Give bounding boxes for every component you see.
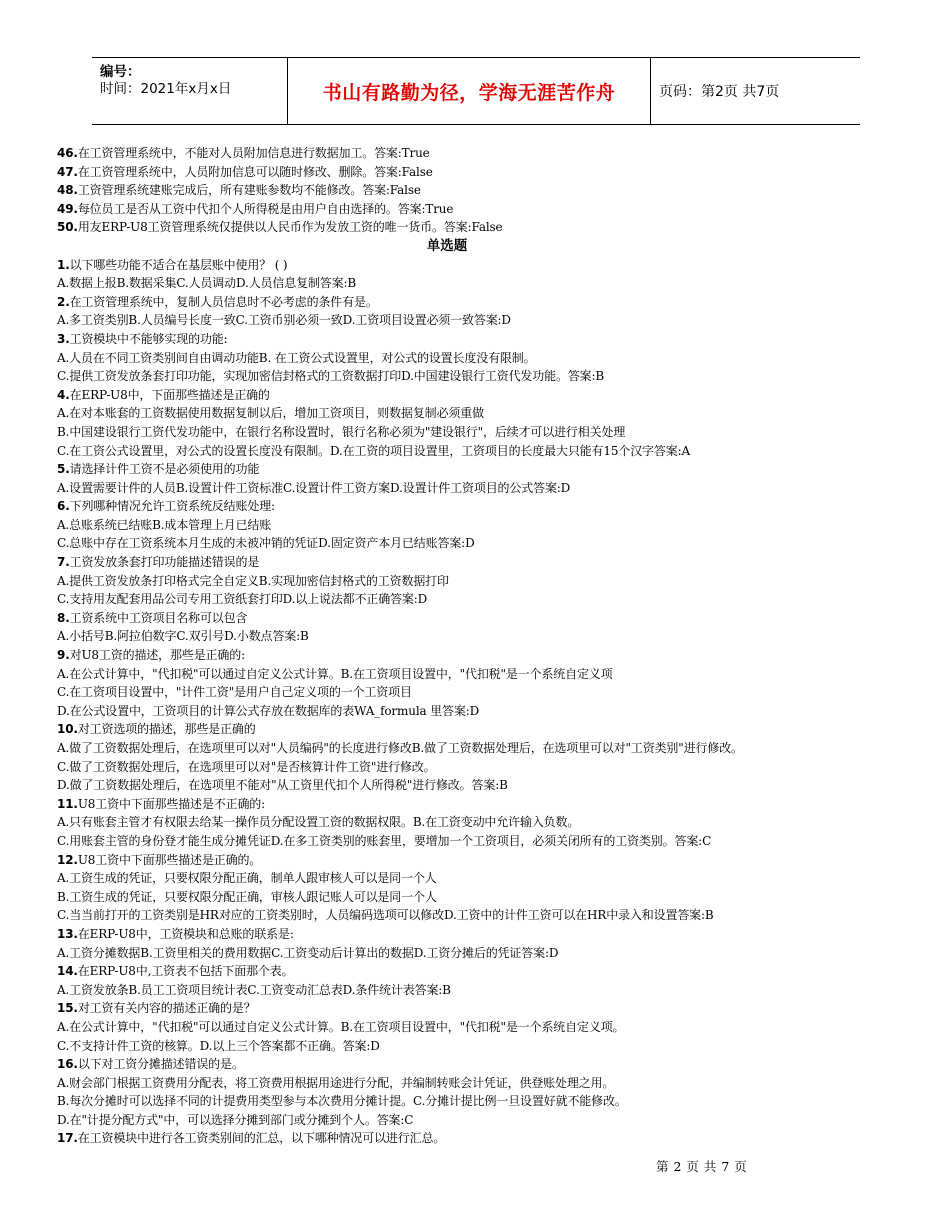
question-line: [57, 962, 897, 981]
question-line: [57, 256, 897, 275]
multiple-choice-list: [57, 256, 897, 1149]
question-text: A.在对本账套的工资数据使用数据复制以后，增加工资项目，则数据复制必须重做: [57, 406, 484, 421]
question-text: U8工资中下面那些描述是正确的。: [77, 852, 262, 867]
question-line: [57, 163, 897, 182]
question-text: 对U8工资的描述，那些是正确的:: [69, 648, 246, 663]
question-line: [57, 1055, 897, 1074]
question-text: A.工资发放条B.员工工资项目统计表C.工资变动汇总表D.条件统计表答案:B: [57, 982, 451, 997]
question-line: [57, 1129, 897, 1148]
question-number: 50.: [57, 220, 78, 235]
question-line: [57, 218, 897, 237]
question-text: D.在"计提分配方式"中，可以选择分摊到部门或分摊到个人。答案:C: [57, 1112, 414, 1127]
question-line: [57, 1111, 897, 1130]
question-line: [57, 888, 897, 907]
question-text: 在工资管理系统中，不能对人员附加信息进行数据加工。答案:True: [77, 146, 430, 160]
question-number: 5.: [57, 462, 70, 477]
question-text: A.多工资类别B.人员编号长度一致C.工资币别必须一致D.工资项目设置必须一致答案:D: [57, 313, 511, 328]
question-text: 工资系统中工资项目名称可以包含: [69, 610, 248, 625]
question-text: C.在工资公式设置里，对公式的设置长度没有限制。D.在工资的项目设置里，工资项目的长度最大只能有15个汉字答案:A: [57, 443, 691, 458]
question-text: 在ERP-U8中，工资模块和总账的联系是:: [77, 926, 294, 941]
question-line: [57, 460, 897, 479]
question-text: 以下对工资分摊描述错误的是。: [77, 1057, 244, 1072]
page-info: 页码：第2页 共7页: [659, 84, 780, 100]
question-line: [57, 497, 897, 516]
question-text: U8工资中下面那些描述是不正确的:: [77, 796, 266, 811]
question-line: [57, 1018, 897, 1037]
header-left-cell: [92, 58, 287, 124]
question-line: [57, 758, 897, 777]
question-line: [57, 1092, 897, 1111]
question-text: 在工资管理系统中，复制人员信息时不必考虑的条件有是。: [69, 294, 378, 309]
question-number: 7.: [57, 555, 70, 570]
question-line: [57, 367, 897, 386]
question-line: [57, 386, 897, 405]
question-text: C.当当前打开的工资类别是HR对应的工资类别时，人员编码选项可以修改D.工资中的计件工资可以在HR中录入和设置答案:B: [57, 908, 714, 923]
question-text: 工资发放条套打印功能描述错误的是: [69, 555, 260, 570]
question-line: [57, 665, 897, 684]
question-text: A.提供工资发放条打印格式完全自定义B.实现加密信封格式的工资数据打印: [57, 573, 449, 588]
question-text: A.财会部门根据工资费用分配表，将工资费用根据用途进行分配，并编制转账会计凭证，供登账处理之用。: [57, 1075, 615, 1090]
question-line: [57, 274, 897, 293]
question-line: [57, 200, 897, 219]
question-line: [57, 553, 897, 572]
header-motto-cell: [287, 58, 651, 124]
question-text: B.工资生成的凭证，只要权限分配正确，审核人跟记账人可以是同一个人: [57, 889, 437, 904]
question-number: 13.: [57, 926, 78, 941]
question-text: 在工资模块中进行各工资类别间的汇总，以下哪种情况可以进行汇总。: [77, 1131, 446, 1146]
question-line: [57, 981, 897, 1000]
question-text: C.不支持计件工资的核算。D.以上三个答案都不正确。答案:D: [57, 1038, 380, 1053]
question-line: [57, 776, 897, 795]
question-line: [57, 646, 897, 665]
question-line: [57, 534, 897, 553]
question-text: 在ERP-U8中，下面那些描述是正确的: [69, 387, 270, 402]
question-line: [57, 720, 897, 739]
question-number: 4.: [57, 387, 70, 402]
question-text: C.提供工资发放条套打印功能，实现加密信封格式的工资数据打印D.中国建设银行工资代发功能。答案:B: [57, 369, 605, 384]
question-text: 用友ERP-U8工资管理系统仅提供以人民币作为发放工资的唯一货币。答案:False: [77, 220, 503, 235]
question-line: [57, 944, 897, 963]
question-line: [57, 832, 897, 851]
question-text: B.中国建设银行工资代发功能中，在银行名称设置时，银行名称必须为"建设银行"，后续才可以进行相关处理: [57, 424, 626, 439]
question-number: 48.: [57, 183, 78, 198]
question-number: 49.: [57, 201, 78, 216]
question-text: C.做了工资数据处理后，在选项里可以对"是否核算计件工资"进行修改。: [57, 759, 436, 774]
question-line: [57, 479, 897, 498]
question-number: 46.: [57, 146, 78, 160]
question-text: A.人员在不同工资类别间自由调动功能B. 在工资公式设置里，对公式的设置长度没有限制。: [57, 350, 536, 365]
question-text: A.工资分摊数据B.工资里相关的费用数据C.工资变动后计算出的数据D.工资分摊后的凭证答案:D: [57, 945, 559, 960]
question-text: A.工资生成的凭证，只要权限分配正确，制单人跟审核人可以是同一个人: [57, 871, 437, 886]
question-line: [57, 851, 897, 870]
question-text: A.总账系统已结账B.成本管理上月已结账: [57, 517, 272, 532]
question-line: [57, 869, 897, 888]
time-label: 时间：2021年x月x日: [100, 81, 232, 97]
question-text: 工资模块中不能够实现的功能:: [69, 331, 228, 346]
page-header: [92, 57, 860, 125]
question-line: [57, 181, 897, 200]
true-false-list: [57, 144, 897, 237]
question-number: 17.: [57, 1131, 78, 1146]
question-line: [57, 144, 897, 163]
question-number: 8.: [57, 610, 70, 625]
question-line: [57, 702, 897, 721]
question-text: A.在公式计算中，"代扣税"可以通过自定义公式计算。B.在工资项目设置中，"代扣税"是一个系统自定义项: [57, 666, 613, 681]
question-line: [57, 516, 897, 535]
question-text: A.只有账套主管才有权限去给某一操作员分配设置工资的数据权限。B.在工资变动中允许输入负数。: [57, 815, 580, 830]
question-line: [57, 442, 897, 461]
question-number: 10.: [57, 722, 78, 737]
question-text: A.小括号B.阿拉伯数字C.双引号D.小数点答案:B: [57, 629, 309, 644]
question-line: [57, 999, 897, 1018]
question-line: [57, 1037, 897, 1056]
question-number: 12.: [57, 852, 78, 867]
question-number: 1.: [57, 257, 70, 272]
question-line: [57, 330, 897, 349]
header-page-cell: [650, 58, 869, 124]
question-number: 9.: [57, 648, 70, 663]
question-text: 以下哪些功能不适合在基层账中使用？ ( ): [69, 257, 288, 272]
question-text: B.每次分摊时可以选择不同的计提费用类型参与本次费用分摊计提。C.分摊计提比例一旦设置好就不能修改。: [57, 1094, 627, 1109]
question-line: [57, 590, 897, 609]
question-line: [57, 423, 897, 442]
question-line: [57, 349, 897, 368]
question-text: 对工资有关内容的描述正确的是？: [77, 1001, 256, 1016]
question-line: [57, 795, 897, 814]
motto-text: 书山有路勤为径，学海无涯苦作舟: [322, 81, 616, 104]
question-text: 下列哪种情况允许工资系统反结账处理:: [69, 499, 275, 514]
page-footer: 第 2 页 共 7 页: [656, 1159, 748, 1174]
question-line: [57, 293, 897, 312]
question-text: A.在公式计算中，"代扣税"可以通过自定义公式计算。B.在工资项目设置中，"代扣税"是一个系统自定义项。: [57, 1019, 625, 1034]
section-title: 单选题: [426, 237, 468, 254]
question-text: A.数据上报B.数据采集C.人员调动D.人员信息复制答案:B: [57, 276, 357, 291]
question-number: 16.: [57, 1057, 78, 1072]
question-line: [57, 1074, 897, 1093]
question-number: 15.: [57, 1001, 78, 1016]
question-line: [57, 404, 897, 423]
question-number: 14.: [57, 964, 78, 979]
question-line: [57, 572, 897, 591]
question-text: C.支持用友配套用品公司专用工资纸套打印D.以上说法都不正确答案:D: [57, 592, 428, 607]
question-text: 工资管理系统建账完成后，所有建账参数均不能修改。答案:False: [77, 183, 421, 198]
question-text: D.在公式设置中，工资项目的计算公式存放在数据库的表WA_formula 里答案:D: [57, 703, 480, 718]
question-number: 11.: [57, 796, 78, 811]
question-line: [57, 311, 897, 330]
question-text: C.在工资项目设置中，"计件工资"是用户自己定义项的一个工资项目: [57, 685, 412, 700]
question-line: [57, 813, 897, 832]
question-number: 47.: [57, 164, 78, 179]
question-line: [57, 683, 897, 702]
question-text: 在ERP-U8中,工资表不包括下面那个表。: [77, 964, 294, 979]
question-text: C.用账套主管的身份登才能生成分摊凭证D.在多工资类别的账套里，要增加一个工资项目，必须关闭所有的工资类别。答案:C: [57, 833, 712, 848]
question-text: 对工资选项的描述，那些是正确的: [77, 722, 256, 737]
question-text: 每位员工是否从工资中代扣个人所得税是由用户自由选择的。答案:True: [77, 201, 454, 216]
question-text: A.做了工资数据处理后，在选项里可以对"人员编码"的长度进行修改B.做了工资数据处理后，在选项里可以对"工资类别"进行修改。: [57, 741, 743, 755]
question-line: [57, 627, 897, 646]
question-line: [57, 609, 897, 628]
question-number: 3.: [57, 331, 70, 346]
question-number: 6.: [57, 499, 70, 514]
document-body: [57, 144, 897, 1148]
question-line: [57, 739, 897, 758]
code-label: 编号：: [100, 64, 141, 80]
question-line: [57, 925, 897, 944]
question-text: A.设置需要计件的人员B.设置计件工资标准C.设置计件工资方案D.设置计件工资项目的公式答案:D: [57, 480, 571, 495]
question-text: D.做了工资数据处理后，在选项里不能对"从工资里代扣个人所得税"进行修改。答案:B: [57, 778, 508, 793]
question-text: 请选择计件工资不是必须使用的功能: [69, 462, 260, 477]
question-line: [57, 906, 897, 925]
question-text: C.总账中存在工资系统本月生成的未被冲销的凭证D.固定资产本月已结账答案:D: [57, 536, 475, 551]
question-text: 在工资管理系统中，人员附加信息可以随时修改、删除。答案:False: [77, 164, 433, 179]
question-number: 2.: [57, 294, 70, 309]
